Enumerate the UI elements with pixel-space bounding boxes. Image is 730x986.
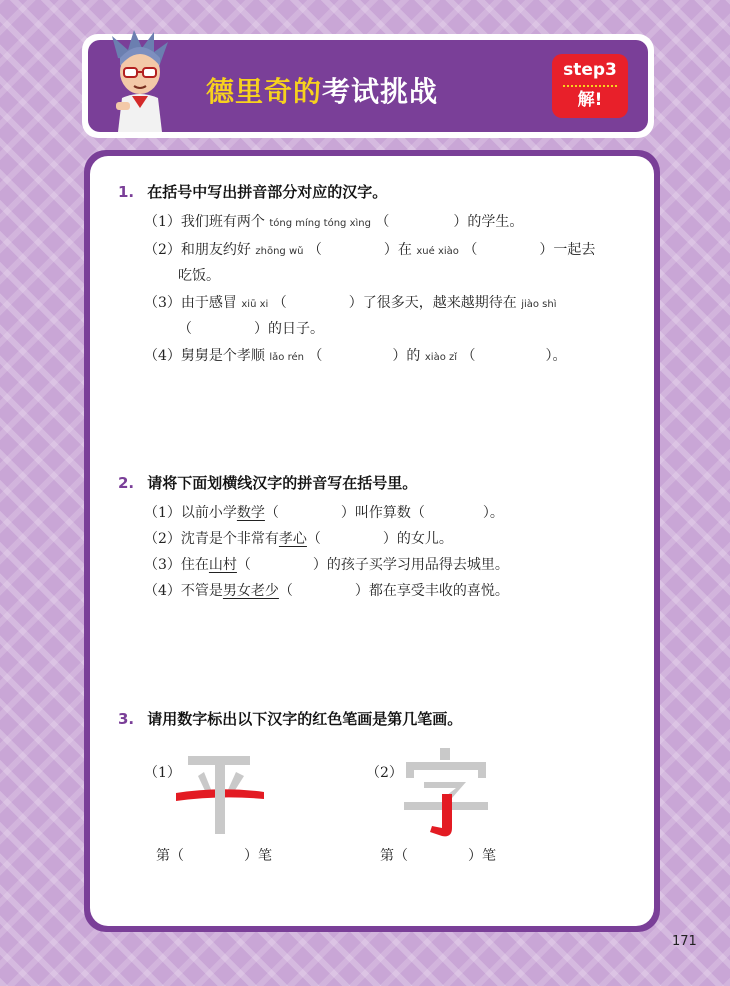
question-1-heading xyxy=(118,181,387,202)
q1-l3-pinyin-2: jiào shì xyxy=(521,299,557,310)
question-number: 1. xyxy=(118,183,135,201)
step-sub-label: 解! xyxy=(577,90,603,110)
q1-l2-pinyin-1: zhōng wǔ xyxy=(255,246,304,257)
q1-l4-text: （4）舅舅是个孝顺 xyxy=(144,348,265,364)
q2-l3-end: ）的孩子买学习用品得去城里。 xyxy=(312,557,509,573)
character-avatar-icon xyxy=(108,28,172,132)
q1-l1-open-paren: （ xyxy=(375,214,390,230)
stroke-red xyxy=(430,794,452,836)
q2-l1-open-paren: （ xyxy=(264,505,279,521)
q2-l4-end: ）都在享受丰收的喜悦。 xyxy=(354,583,509,599)
stroke-gray xyxy=(215,762,225,834)
q2-line-1 xyxy=(144,502,504,522)
answer-suffix: ）笔 xyxy=(244,848,272,864)
q1-l3-pinyin-1: xiū xi xyxy=(241,299,269,310)
q2-l2-open-paren: （ xyxy=(306,531,321,547)
badge-divider xyxy=(563,85,617,87)
q1-l4-open-paren-1: （ xyxy=(308,348,323,364)
q2-l1-end: ）。 xyxy=(482,505,504,521)
q1-l1-close: ）的学生。 xyxy=(453,214,524,230)
q1-l2-text: （2）和朋友约好 xyxy=(144,242,251,258)
q1-line-4 xyxy=(144,345,566,365)
step-label: step3 xyxy=(563,60,617,80)
q2-line-3 xyxy=(144,554,509,574)
underlined-word: 数学 xyxy=(236,505,265,521)
q2-l4-open-paren: （ xyxy=(278,583,293,599)
q1-l3c-end: ）的日子。 xyxy=(254,321,324,337)
underlined-word: 山村 xyxy=(208,557,237,573)
stroke-char-zi xyxy=(400,748,492,840)
stroke-char-ping xyxy=(174,748,266,836)
q2-l2-end: ）的女儿。 xyxy=(382,531,453,547)
q3-item-2-answer xyxy=(380,845,496,865)
q1-l2-open-paren-1: （ xyxy=(307,242,322,258)
question-3-heading xyxy=(118,708,462,729)
underlined-word: 男女老少 xyxy=(222,583,279,599)
page-number: 171 xyxy=(672,934,697,949)
q1-l3-mid: ）了很多天，越来越期待在 xyxy=(348,295,517,311)
question-number: 2. xyxy=(118,474,135,492)
q1-l4-end: ）。 xyxy=(545,348,567,364)
q2-l1-mid: ）叫作算数（ xyxy=(340,505,425,521)
title-part-yellow: 德里奇的 xyxy=(206,75,323,108)
q2-l3-text: （3）住在 xyxy=(144,557,209,573)
q1-l2-open-paren-2: （ xyxy=(463,242,478,258)
q3-item-1-label: （1） xyxy=(144,765,181,781)
underlined-word: 孝心 xyxy=(278,531,307,547)
q1-l3c-open-paren: （ xyxy=(178,321,192,337)
q1-l1-pinyin: tóng míng tóng xìng xyxy=(269,218,371,229)
answer-prefix: 第（ xyxy=(156,848,184,864)
q1-l3-open-paren: （ xyxy=(272,295,287,311)
step-badge xyxy=(552,54,628,118)
question-text: 在括号中写出拼音部分对应的汉字。 xyxy=(147,183,388,201)
header-banner xyxy=(82,34,654,138)
q1-l4-open-paren-2: （ xyxy=(461,348,476,364)
q1-line-2 xyxy=(144,239,595,259)
stroke-gray xyxy=(406,762,486,778)
q2-line-2 xyxy=(144,528,453,548)
q2-l1-text: （1）以前小学 xyxy=(144,505,237,521)
q2-l3-open-paren: （ xyxy=(236,557,251,573)
q1-line-2-cont: 吃饭。 xyxy=(178,268,220,284)
answer-suffix: ）笔 xyxy=(468,848,496,864)
title-part-white: 考试挑战 xyxy=(322,75,439,108)
question-2-heading xyxy=(118,472,417,493)
q2-l4-text: （4）不管是 xyxy=(144,583,223,599)
stroke-gray xyxy=(440,748,450,760)
q1-l4-pinyin-1: lǎo rén xyxy=(269,352,304,363)
q1-line-3 xyxy=(144,292,557,312)
q1-l2-mid: ）在 xyxy=(383,242,412,258)
q2-line-4 xyxy=(144,580,509,600)
q1-l4-pinyin-2: xiào zǐ xyxy=(424,352,458,363)
page-title xyxy=(206,70,438,110)
q2-l2-text: （2）沈青是个非常有 xyxy=(144,531,279,547)
question-text: 请将下面划横线汉字的拼音写在括号里。 xyxy=(147,474,418,492)
q1-line-1 xyxy=(144,211,523,231)
question-number: 3. xyxy=(118,710,135,728)
q1-l2-end: ）一起去 xyxy=(539,242,596,258)
answer-prefix: 第（ xyxy=(380,848,408,864)
q1-line-3-cont xyxy=(178,318,324,338)
q3-item-1-answer xyxy=(156,845,272,865)
q1-l3-text: （3）由于感冒 xyxy=(144,295,237,311)
header-panel xyxy=(88,40,648,132)
q1-l4-mid: ）的 xyxy=(392,348,421,364)
q1-l2-pinyin-2: xué xiào xyxy=(416,246,459,257)
q1-l1-text: （1）我们班有两个 xyxy=(144,214,265,230)
q3-item-2-label: （2） xyxy=(366,765,403,781)
question-text: 请用数字标出以下汉字的红色笔画是第几笔画。 xyxy=(147,710,463,728)
